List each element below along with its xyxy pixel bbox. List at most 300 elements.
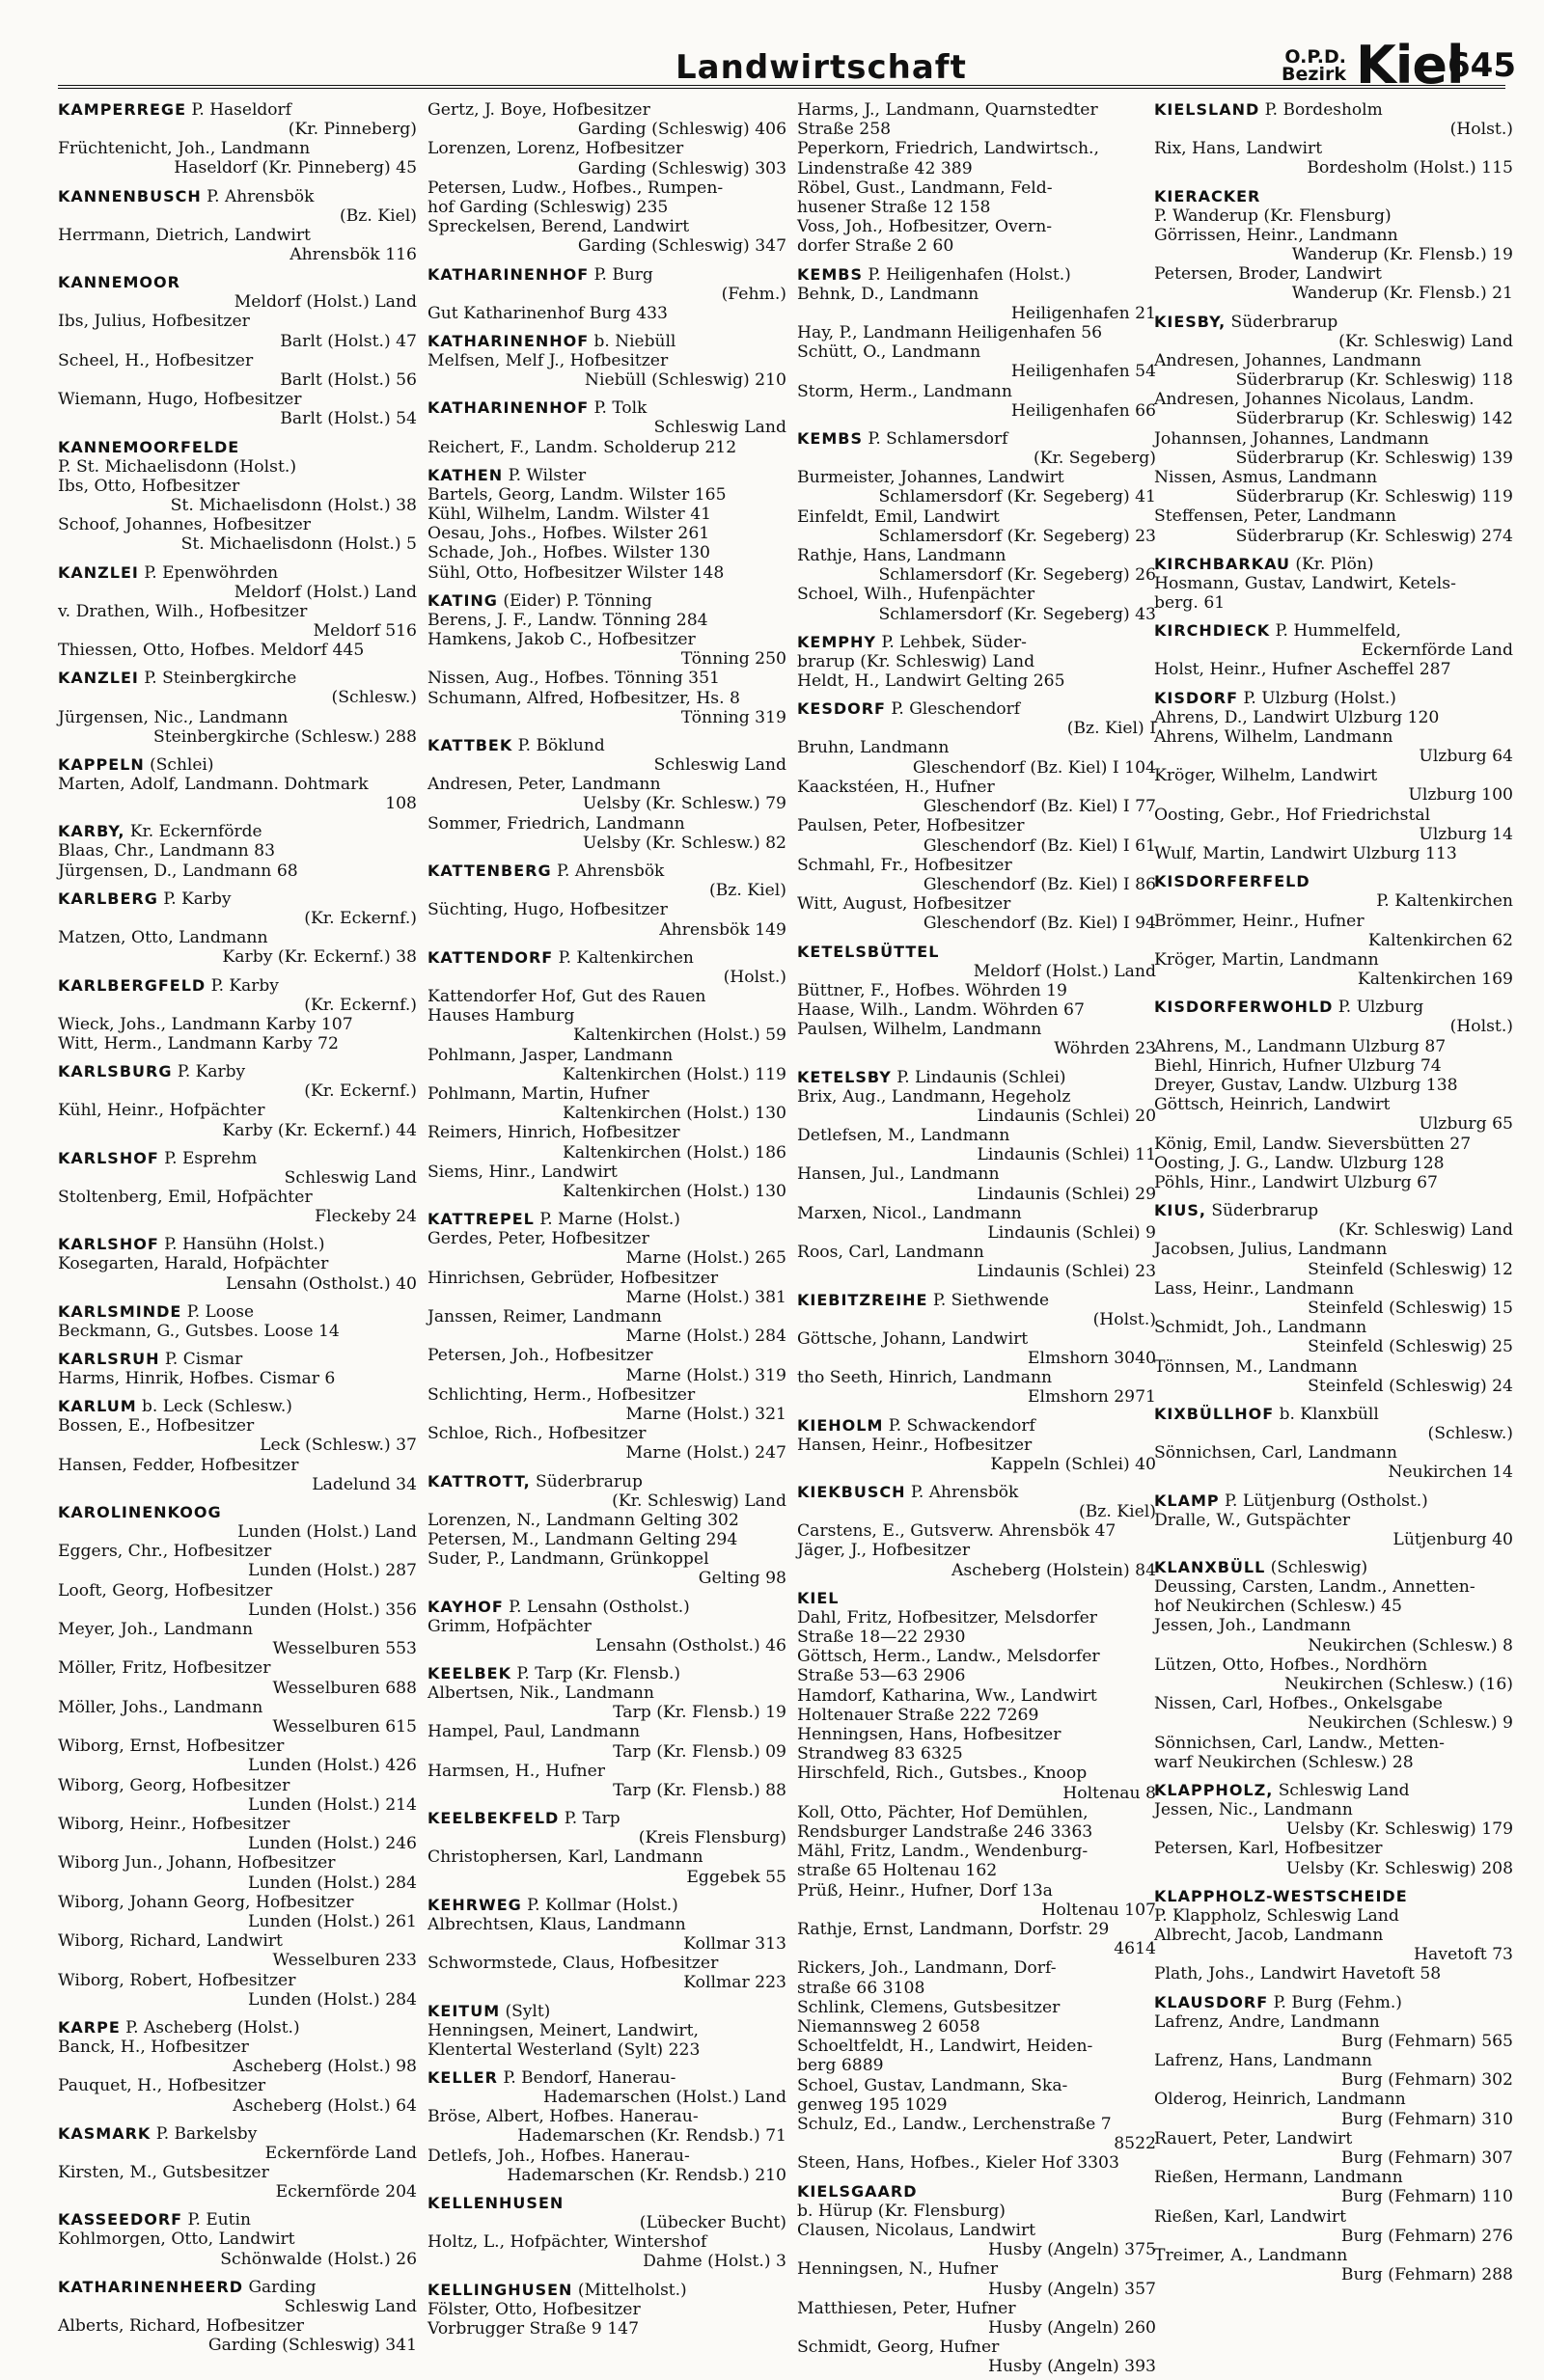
entry-location: Gleschendorf (Bz. Kiel) I 77 xyxy=(923,797,1156,817)
place-name: KAPPELN xyxy=(58,755,145,775)
place-heading xyxy=(58,100,417,120)
entry-location: Lütjenburg 40 xyxy=(1392,1529,1513,1549)
place-name: KATTENBERG xyxy=(427,862,552,881)
entry-location: Marne (Holst.) 321 xyxy=(625,1404,786,1424)
entry-line: genweg 195 1029 xyxy=(797,2094,948,2115)
entry-line: Prüß, Heinr., Hufner, Dorf 13a xyxy=(797,1880,1053,1901)
section-title: Landwirtschaft xyxy=(676,48,967,87)
place-heading xyxy=(58,889,417,909)
place-heading xyxy=(427,1809,786,1828)
place-heading xyxy=(58,1302,417,1322)
entry-location: Heiligenhafen 21 xyxy=(1010,303,1156,323)
entry-line: Kühl, Heinr., Hofpächter xyxy=(58,1101,265,1121)
entry-line: Kohlmorgen, Otto, Landwirt xyxy=(58,2230,295,2250)
entry-location: (Kr. Eckernf.) xyxy=(304,908,417,928)
place-heading xyxy=(427,2002,786,2021)
place-heading xyxy=(427,265,786,285)
entry-location: Burg (Fehmarn) 310 xyxy=(1340,2109,1513,2129)
entry-line: Pohlmann, Jasper, Landmann xyxy=(427,1045,674,1065)
entry-location: Lunden (Holst.) 261 xyxy=(248,1912,417,1932)
place-postal: P. Karby xyxy=(206,975,279,996)
entry-line: Hampel, Paul, Landmann xyxy=(427,1722,641,1742)
entry-line: Holtz, L., Hofpächter, Wintershof xyxy=(427,2232,707,2253)
entry-location: 8522 xyxy=(1114,2134,1156,2154)
place-postal: (Schleswig) xyxy=(1265,1557,1368,1577)
entry-line: Lützen, Otto, Hofbes., Nordhörn xyxy=(1154,1655,1428,1675)
entry-line: Treimer, A., Landmann xyxy=(1154,2246,1348,2266)
entry-location: Steinfeld (Schleswig) 15 xyxy=(1308,1298,1513,1318)
place-heading xyxy=(58,1062,417,1081)
entry-line: Kaackstéen, H., Hufner xyxy=(797,777,995,797)
entry-line: Straße 18—22 2930 xyxy=(797,1628,966,1647)
entry-line: Rathje, Hans, Landmann xyxy=(797,546,1006,566)
entry-line: Rauert, Peter, Landwirt xyxy=(1154,2128,1353,2148)
entry-location: Eckernförde Land xyxy=(264,2143,417,2163)
entry-line: Henningsen, Hans, Hofbesitzer xyxy=(797,1725,1062,1745)
entry-location: Gelting 98 xyxy=(698,1569,786,1589)
entry-line: Wiemann, Hugo, Hofbesitzer xyxy=(58,390,302,410)
entry-line: Oosting, J. G., Landw. Ulzburg 128 xyxy=(1154,1153,1445,1173)
place-heading xyxy=(427,1896,786,1915)
entry-location: Meldorf (Holst.) Land xyxy=(234,582,417,602)
place-name: KASSEEDORF xyxy=(58,2210,183,2230)
entry-line: Koll, Otto, Pächter, Hof Demühlen, xyxy=(797,1802,1089,1822)
entry-location: Lunden (Holst.) 284 xyxy=(248,1873,417,1893)
place-heading xyxy=(58,1149,417,1168)
entry-location: (Kr. Schleswig) Land xyxy=(1338,1220,1513,1241)
entry-line: Janssen, Reimer, Landmann xyxy=(427,1306,662,1327)
entry-line: Ibs, Julius, Hofbesitzer xyxy=(58,312,250,332)
place-heading xyxy=(58,755,417,775)
place-heading xyxy=(58,438,417,457)
entry-location: Barlt (Holst.) 56 xyxy=(280,370,417,391)
place-heading xyxy=(58,563,417,583)
place-name: KATHARINENHOF xyxy=(427,398,590,418)
entry-line: Peperkorn, Friedrich, Landwirtsch., xyxy=(797,139,1099,159)
entry-location: Süderbrarup (Kr. Schleswig) 142 xyxy=(1235,409,1513,429)
entry-location: Barlt (Holst.) 47 xyxy=(280,331,417,351)
entry-line: Sühl, Otto, Hofbesitzer Wilster 148 xyxy=(427,562,725,583)
entry-line: Kirsten, M., Gutsbesitzer xyxy=(58,2163,269,2183)
entry-location: Lindaunis (Schlei) 11 xyxy=(977,1145,1156,1165)
place-name: KLAPPHOLZ, xyxy=(1154,1781,1274,1800)
place-postal: P. Schlamersdorf xyxy=(862,429,1008,450)
place-postal: P. Lütjenburg (Ostholst.) xyxy=(1219,1491,1428,1511)
place-heading xyxy=(58,822,417,841)
entry-location: (Lübecker Bucht) xyxy=(639,2213,786,2233)
place-postal: P. Lehbek, Süder- xyxy=(875,632,1027,652)
entry-location: Kaltenkirchen (Holst.) 186 xyxy=(563,1142,786,1163)
entry-line: Andresen, Johannes Nicolaus, Landm. xyxy=(1154,390,1475,410)
entry-line: Wiborg, Ernst, Hofbesitzer xyxy=(58,1737,285,1757)
place-name: KARLSHOF xyxy=(58,1235,159,1254)
entry-line: Siems, Hinr., Landwirt xyxy=(427,1162,618,1182)
place-postal: Schleswig Land xyxy=(1273,1781,1410,1801)
entry-line: Gertz, J. Boye, Hofbesitzer xyxy=(427,100,650,120)
entry-location: Heiligenhafen 54 xyxy=(1010,362,1156,382)
entry-location: Neukirchen (Schlesw.) 8 xyxy=(1308,1635,1513,1655)
entry-location: Marne (Holst.) 265 xyxy=(625,1248,786,1269)
entry-line: Kröger, Martin, Landmann xyxy=(1154,949,1379,970)
entry-line: Banck, H., Hofbesitzer xyxy=(58,2038,249,2058)
entry-line: Hansen, Fedder, Hofbesitzer xyxy=(58,1455,299,1475)
page-number: 645 xyxy=(1448,46,1516,85)
entry-line: Früchtenicht, Joh., Landmann xyxy=(58,139,311,159)
entry-line: warf Neukirchen (Schlesw.) 28 xyxy=(1154,1752,1414,1772)
place-postal: P. Bendorf, Hanerau- xyxy=(497,2068,676,2089)
entry-line: tho Seeth, Hinrich, Landmann xyxy=(797,1368,1053,1388)
place-postal: P. Steinbergkirche xyxy=(138,669,297,689)
entry-line: Albrecht, Jacob, Landmann xyxy=(1154,1926,1384,1946)
entry-location: Barlt (Holst.) 54 xyxy=(280,409,417,429)
place-name: KEITUM xyxy=(427,2001,501,2020)
entry-location: Steinbergkirche (Schlesw.) 288 xyxy=(152,726,417,747)
entry-line: Henningsen, Meinert, Landwirt, xyxy=(427,2020,699,2040)
place-heading xyxy=(1154,1993,1513,2012)
entry-line: P. Klappholz, Schleswig Land xyxy=(1154,1905,1399,1926)
place-postal: P. Heiligenhafen (Holst.) xyxy=(862,264,1071,285)
entry-line: brarup (Kr. Schleswig) Land xyxy=(797,651,1035,671)
place-postal: b. Niebüll xyxy=(589,332,676,352)
place-heading xyxy=(1154,100,1513,120)
entry-line: Straße 258 xyxy=(797,120,892,140)
entry-line: Meyer, Joh., Landmann xyxy=(58,1619,254,1639)
place-postal: P. Esprehm xyxy=(158,1148,258,1168)
entry-location: (Kr. Pinneberg) xyxy=(288,120,417,139)
entry-location: Schlamersdorf (Kr. Segeberg) 23 xyxy=(878,526,1156,546)
place-heading xyxy=(797,633,1156,652)
entry-location: (Holst.) xyxy=(1449,1017,1513,1037)
entry-line: Thiessen, Otto, Hofbes. Meldorf 445 xyxy=(58,641,365,661)
entry-line: Dralle, W., Gutspächter xyxy=(1154,1510,1351,1530)
entry-location: Hademarschen (Kr. Rendsb.) 71 xyxy=(517,2126,786,2147)
place-heading xyxy=(58,976,417,996)
entry-location: Burg (Fehmarn) 276 xyxy=(1340,2226,1513,2246)
place-postal: b. Leck (Schlesw.) xyxy=(136,1397,292,1417)
entry-location: (Kr. Eckernf.) xyxy=(304,995,417,1015)
entry-line: Petersen, Ludw., Hofbes., Rumpen- xyxy=(427,178,724,198)
entry-location: Lunden (Holst.) 287 xyxy=(248,1561,417,1581)
entry-line: Ahrens, M., Landmann Ulzburg 87 xyxy=(1154,1036,1447,1056)
place-name: KIEHOLM xyxy=(797,1415,884,1435)
entry-location: Kaltenkirchen (Holst.) 59 xyxy=(572,1026,786,1046)
entry-location: Garding (Schleswig) 406 xyxy=(577,120,786,140)
entry-line: Bossen, E., Hofbesitzer xyxy=(58,1416,255,1436)
place-name: KIXBÜLLHOF xyxy=(1154,1404,1275,1423)
entry-location: Husby (Angeln) 260 xyxy=(988,2317,1156,2338)
entry-location: (Fehm.) xyxy=(721,284,786,304)
entry-location: (Kr. Eckernf.) xyxy=(304,1081,417,1102)
entry-location: Uelsby (Kr. Schleswig) 208 xyxy=(1285,1858,1513,1878)
entry-location: Kaltenkirchen (Holst.) 119 xyxy=(563,1064,786,1084)
place-name: KIERACKER xyxy=(1154,186,1261,205)
entry-line: Storm, Herm., Landmann xyxy=(797,381,1012,401)
entry-location: Havetoft 73 xyxy=(1414,1945,1513,1965)
entry-line: Holtenauer Straße 222 7269 xyxy=(797,1705,1039,1725)
place-heading xyxy=(797,943,1156,962)
entry-location: (Kreis Flensburg) xyxy=(638,1828,786,1848)
entry-location: Lensahn (Ostholst.) 40 xyxy=(226,1273,417,1294)
entry-line: Gut Katharinenhof Burg 433 xyxy=(427,303,668,323)
entry-location: (Bz. Kiel) I xyxy=(1066,719,1156,739)
place-heading xyxy=(1154,872,1513,891)
place-name: KIELSLAND xyxy=(1154,100,1260,119)
entry-line: Wiborg, Robert, Hofbesitzer xyxy=(58,1970,296,1990)
entry-location: Elmshorn 3040 xyxy=(1027,1348,1156,1368)
entry-location: Ascheberg (Holst.) 98 xyxy=(233,2057,417,2077)
entry-location: Lensahn (Ostholst.) 46 xyxy=(595,1635,786,1655)
place-name: KLAUSDORF xyxy=(1154,1992,1269,2011)
place-heading xyxy=(427,2281,786,2300)
entry-line: Mähl, Fritz, Landm., Wendenburg- xyxy=(797,1842,1089,1862)
entry-line: berg. 61 xyxy=(1154,593,1226,614)
entry-line: Marxen, Nicol., Landmann xyxy=(797,1203,1022,1223)
entry-location: Eckernförde Land xyxy=(1361,641,1513,661)
place-postal: P. Tarp xyxy=(559,1809,620,1829)
place-name: KISDORFERWOHLD xyxy=(1154,998,1334,1017)
place-postal: P. Ulzburg xyxy=(1333,998,1424,1018)
entry-line: Lafrenz, Andre, Landmann xyxy=(1154,2011,1380,2032)
district-label xyxy=(1279,48,1346,83)
entry-line: Kosegarten, Harald, Hofpächter xyxy=(58,1254,329,1274)
place-heading xyxy=(427,1472,786,1491)
entry-line: Süchting, Hugo, Hofbesitzer xyxy=(427,900,668,920)
place-heading xyxy=(797,265,1156,285)
entry-line: Einfeldt, Emil, Landwirt xyxy=(797,506,1000,527)
entry-location: Tarp (Kr. Flensb.) 19 xyxy=(613,1703,786,1723)
entry-line: Stoltenberg, Emil, Hofpächter xyxy=(58,1187,313,1207)
place-postal: P. Kaltenkirchen xyxy=(553,947,694,968)
place-name: KAMPERREGE xyxy=(58,100,186,119)
entry-location: Husby (Angeln) 393 xyxy=(988,2357,1156,2377)
place-heading xyxy=(797,1589,1156,1608)
place-name: KEELBEKFELD xyxy=(427,1809,560,1828)
place-name: KARPE xyxy=(58,2018,121,2038)
entry-location: Uelsby (Kr. Schleswig) 179 xyxy=(1285,1819,1513,1840)
entry-line: berg 6889 xyxy=(797,2056,884,2076)
bezirk-label: Bezirk xyxy=(1282,64,1346,85)
entry-line: Möller, Johs., Landmann xyxy=(58,1697,263,1717)
entry-location: Marne (Holst.) 247 xyxy=(625,1443,786,1464)
entry-line: Lafrenz, Hans, Landmann xyxy=(1154,2051,1372,2071)
entry-location: Schleswig Land xyxy=(284,1167,417,1188)
place-name: KIUS, xyxy=(1154,1201,1206,1220)
entry-line: Schumann, Alfred, Hofbesitzer, Hs. 8 xyxy=(427,688,740,708)
entry-line: Holst, Heinr., Hufner Ascheffel 287 xyxy=(1154,660,1451,680)
entry-location: Meldorf (Holst.) Land xyxy=(973,961,1156,981)
entry-location: Ladelund 34 xyxy=(312,1474,417,1494)
place-postal: P. Ahrensbök xyxy=(201,186,315,206)
place-heading xyxy=(1154,998,1513,1017)
entry-location: Wesselburen 233 xyxy=(272,1951,417,1971)
entry-line: Jacobsen, Julius, Landmann xyxy=(1154,1240,1388,1260)
place-heading xyxy=(1154,187,1513,206)
entry-line: Henningsen, N., Hufner xyxy=(797,2259,999,2280)
entry-line: Paulsen, Peter, Hofbesitzer xyxy=(797,816,1025,836)
entry-line: Hamdorf, Katharina, Ww., Landwirt xyxy=(797,1685,1097,1706)
entry-line: husener Straße 12 158 xyxy=(797,198,991,218)
entry-location: Uelsby (Kr. Schlesw.) 82 xyxy=(582,833,786,853)
entry-line: Pöhls, Hinr., Landwirt Ulzburg 67 xyxy=(1154,1172,1438,1192)
place-heading xyxy=(58,2018,417,2038)
entry-line: Detlefs, Joh., Hofbes. Hanerau- xyxy=(427,2146,690,2166)
entry-location: Heiligenhafen 66 xyxy=(1010,400,1156,421)
entry-location: (Schlesw.) xyxy=(331,688,417,708)
entry-line: Vorbrugger Straße 9 147 xyxy=(427,2318,640,2339)
column-2 xyxy=(427,100,786,2358)
entry-location: Gleschendorf (Bz. Kiel) I 104 xyxy=(912,757,1156,778)
entry-line: Petersen, Broder, Landwirt xyxy=(1154,264,1382,285)
place-heading xyxy=(1154,313,1513,332)
place-name: KANZLEI xyxy=(58,669,139,688)
entry-line: Brömmer, Heinr., Hufner xyxy=(1154,911,1365,931)
place-postal: P. Burg (Fehm.) xyxy=(1268,1992,1402,2012)
place-postal: P. Wilster xyxy=(503,465,587,485)
entry-line: Klentertal Westerland (Sylt) 223 xyxy=(427,2039,701,2060)
place-postal: (Mittelholst.) xyxy=(572,2280,687,2300)
place-name: KANNENBUSCH xyxy=(58,186,202,205)
entry-location: Schleswig Land xyxy=(284,2296,417,2316)
place-postal: P. Karby xyxy=(172,1062,246,1082)
entry-line: Lindenstraße 42 389 xyxy=(797,158,973,178)
entry-location: Tönning 319 xyxy=(680,707,786,727)
entry-location: (Kr. Schleswig) Land xyxy=(612,1491,786,1511)
entry-line: Burmeister, Johannes, Landwirt xyxy=(797,468,1064,488)
entry-location: Lunden (Holst.) 246 xyxy=(248,1834,417,1854)
entry-line: Röbel, Gust., Landmann, Feld- xyxy=(797,178,1053,198)
entry-line: P. St. Michaelisdonn (Holst.) xyxy=(58,456,297,477)
entry-line: Brix, Aug., Landmann, Hegeholz xyxy=(797,1086,1071,1107)
entry-line: Hirschfeld, Rich., Gutsbes., Knoop xyxy=(797,1764,1088,1784)
place-name: KANZLEI xyxy=(58,562,139,582)
entry-location: Bordesholm (Holst.) 115 xyxy=(1307,158,1513,178)
place-name: KIEL xyxy=(797,1588,840,1607)
place-heading xyxy=(427,1598,786,1617)
entry-location: Hademarschen (Kr. Rendsb.) 210 xyxy=(507,2165,786,2185)
entry-location: Meldorf 516 xyxy=(313,621,417,642)
entry-line: Hosmann, Gustav, Landwirt, Ketels- xyxy=(1154,573,1456,593)
entry-line: Hansen, Jul., Landmann xyxy=(797,1164,1000,1185)
place-heading xyxy=(1154,555,1513,574)
entry-location: Tönning 250 xyxy=(680,649,786,670)
entry-line: Clausen, Nicolaus, Landwirt xyxy=(797,2220,1036,2240)
place-postal: b. Klanxbüll xyxy=(1274,1404,1379,1424)
entry-line: Ahrens, D., Landwirt Ulzburg 120 xyxy=(1154,707,1440,727)
place-name: KANNEMOORFELDE xyxy=(58,437,240,456)
entry-line: Bartels, Georg, Landm. Wilster 165 xyxy=(427,484,727,505)
entry-line: Blaas, Chr., Landmann 83 xyxy=(58,841,276,862)
place-heading xyxy=(427,466,786,485)
entry-line: Hinrichsen, Gebrüder, Hofbesitzer xyxy=(427,1268,719,1288)
entry-location: 108 xyxy=(385,794,417,814)
place-heading xyxy=(1154,1887,1513,1906)
entry-location: Gleschendorf (Bz. Kiel) I 61 xyxy=(923,835,1156,856)
entry-location: Hademarschen (Holst.) Land xyxy=(542,2088,786,2108)
place-heading xyxy=(58,187,417,206)
entry-line: Olderog, Heinrich, Landmann xyxy=(1154,2090,1406,2110)
place-name: KEELBEK xyxy=(427,1664,511,1682)
entry-location: (Holst.) xyxy=(1449,120,1513,139)
entry-line: Sönnichsen, Carl, Landw., Metten- xyxy=(1154,1733,1445,1753)
entry-location: Karby (Kr. Eckernf.) 38 xyxy=(222,947,417,968)
entry-location: Süderbrarup (Kr. Schleswig) 119 xyxy=(1235,487,1513,507)
place-heading xyxy=(1154,1405,1513,1424)
entry-line: Pohlmann, Martin, Hufner xyxy=(427,1083,649,1104)
place-name: KATHARINENHOF xyxy=(427,264,590,284)
entry-location: Husby (Angeln) 375 xyxy=(988,2240,1156,2260)
entry-location: 4614 xyxy=(1114,1939,1156,1959)
place-name: KIEBITZREIHE xyxy=(797,1290,928,1309)
place-postal: Kr. Eckernförde xyxy=(124,822,262,842)
entry-line: Haase, Wilh., Landm. Wöhrden 67 xyxy=(797,999,1085,1020)
entry-line: Straße 53—63 2906 xyxy=(797,1666,966,1686)
place-heading xyxy=(797,1068,1156,1087)
entry-line: Schloe, Rich., Hofbesitzer xyxy=(427,1424,647,1444)
entry-location: Dahme (Holst.) 3 xyxy=(643,2252,786,2272)
entry-line: Schmidt, Georg, Hufner xyxy=(797,2338,1000,2358)
place-name: KATHARINENHEERD xyxy=(58,2277,244,2296)
place-name: KATTROTT, xyxy=(427,1471,531,1491)
entry-line: Dreyer, Gustav, Landw. Ulzburg 138 xyxy=(1154,1075,1458,1095)
entry-line: Ahrens, Wilhelm, Landmann xyxy=(1154,726,1393,747)
district-city: Kiel xyxy=(1356,35,1464,96)
place-name: KELLENHUSEN xyxy=(427,2194,565,2213)
entry-line: straße 66 3108 xyxy=(797,1978,925,1998)
entry-location: P. Kaltenkirchen xyxy=(1376,891,1513,912)
entry-location: Garding (Schleswig) 341 xyxy=(207,2336,417,2356)
place-postal: Süderbrarup xyxy=(530,1471,643,1491)
entry-line: Jürgensen, Nic., Landmann xyxy=(58,707,289,727)
entry-line: Lorenzen, N., Landmann Gelting 302 xyxy=(427,1510,739,1530)
entry-line: Schade, Joh., Hofbes. Wilster 130 xyxy=(427,543,710,563)
place-name: KARLSHOF xyxy=(58,1148,159,1167)
entry-location: Schönwalde (Holst.) 26 xyxy=(220,2249,417,2269)
entry-location: Burg (Fehmarn) 307 xyxy=(1340,2148,1513,2169)
entry-location: Wanderup (Kr. Flensb.) 21 xyxy=(1291,284,1513,304)
place-heading xyxy=(427,1210,786,1229)
entry-location: Marne (Holst.) 381 xyxy=(625,1287,786,1307)
entry-location: Wesselburen 553 xyxy=(272,1639,417,1659)
entry-line: Petersen, Joh., Hofbesitzer xyxy=(427,1346,653,1366)
place-name: KATTENDORF xyxy=(427,947,554,967)
place-heading xyxy=(427,862,786,881)
entry-line: Voss, Joh., Hofbesitzer, Overn- xyxy=(797,217,1053,237)
entry-location: Kaltenkirchen (Holst.) 130 xyxy=(563,1104,786,1124)
place-heading xyxy=(58,2124,417,2144)
place-heading xyxy=(58,2278,417,2297)
place-heading xyxy=(58,1350,417,1369)
entry-location: Lindaunis (Schlei) 9 xyxy=(987,1222,1156,1243)
entry-line: Sommer, Friedrich, Landmann xyxy=(427,813,685,834)
entry-line: hof Garding (Schleswig) 235 xyxy=(427,198,669,218)
place-name: KARLSRUH xyxy=(58,1349,160,1368)
place-postal: Garding xyxy=(243,2277,317,2297)
place-name: KEMBS xyxy=(797,429,863,449)
entry-line: Steen, Hans, Hofbes., Kieler Hof 3303 xyxy=(797,2153,1119,2174)
place-name: KATHEN xyxy=(427,465,504,484)
entry-line: Schlichting, Herm., Hofbesitzer xyxy=(427,1384,696,1405)
entry-location: Burg (Fehmarn) 302 xyxy=(1340,2070,1513,2091)
place-heading xyxy=(797,1416,1156,1436)
entry-location: (Bz. Kiel) xyxy=(339,205,417,226)
entry-line: Kröger, Wilhelm, Landwirt xyxy=(1154,766,1378,786)
entry-line: Roos, Carl, Landmann xyxy=(797,1243,984,1263)
column-3 xyxy=(797,100,1156,2377)
place-name: KANNEMOOR xyxy=(58,273,180,292)
entry-line: P. Wanderup (Kr. Flensburg) xyxy=(1154,205,1392,226)
place-heading xyxy=(1154,621,1513,641)
place-name: KETELSBY xyxy=(797,1067,892,1086)
